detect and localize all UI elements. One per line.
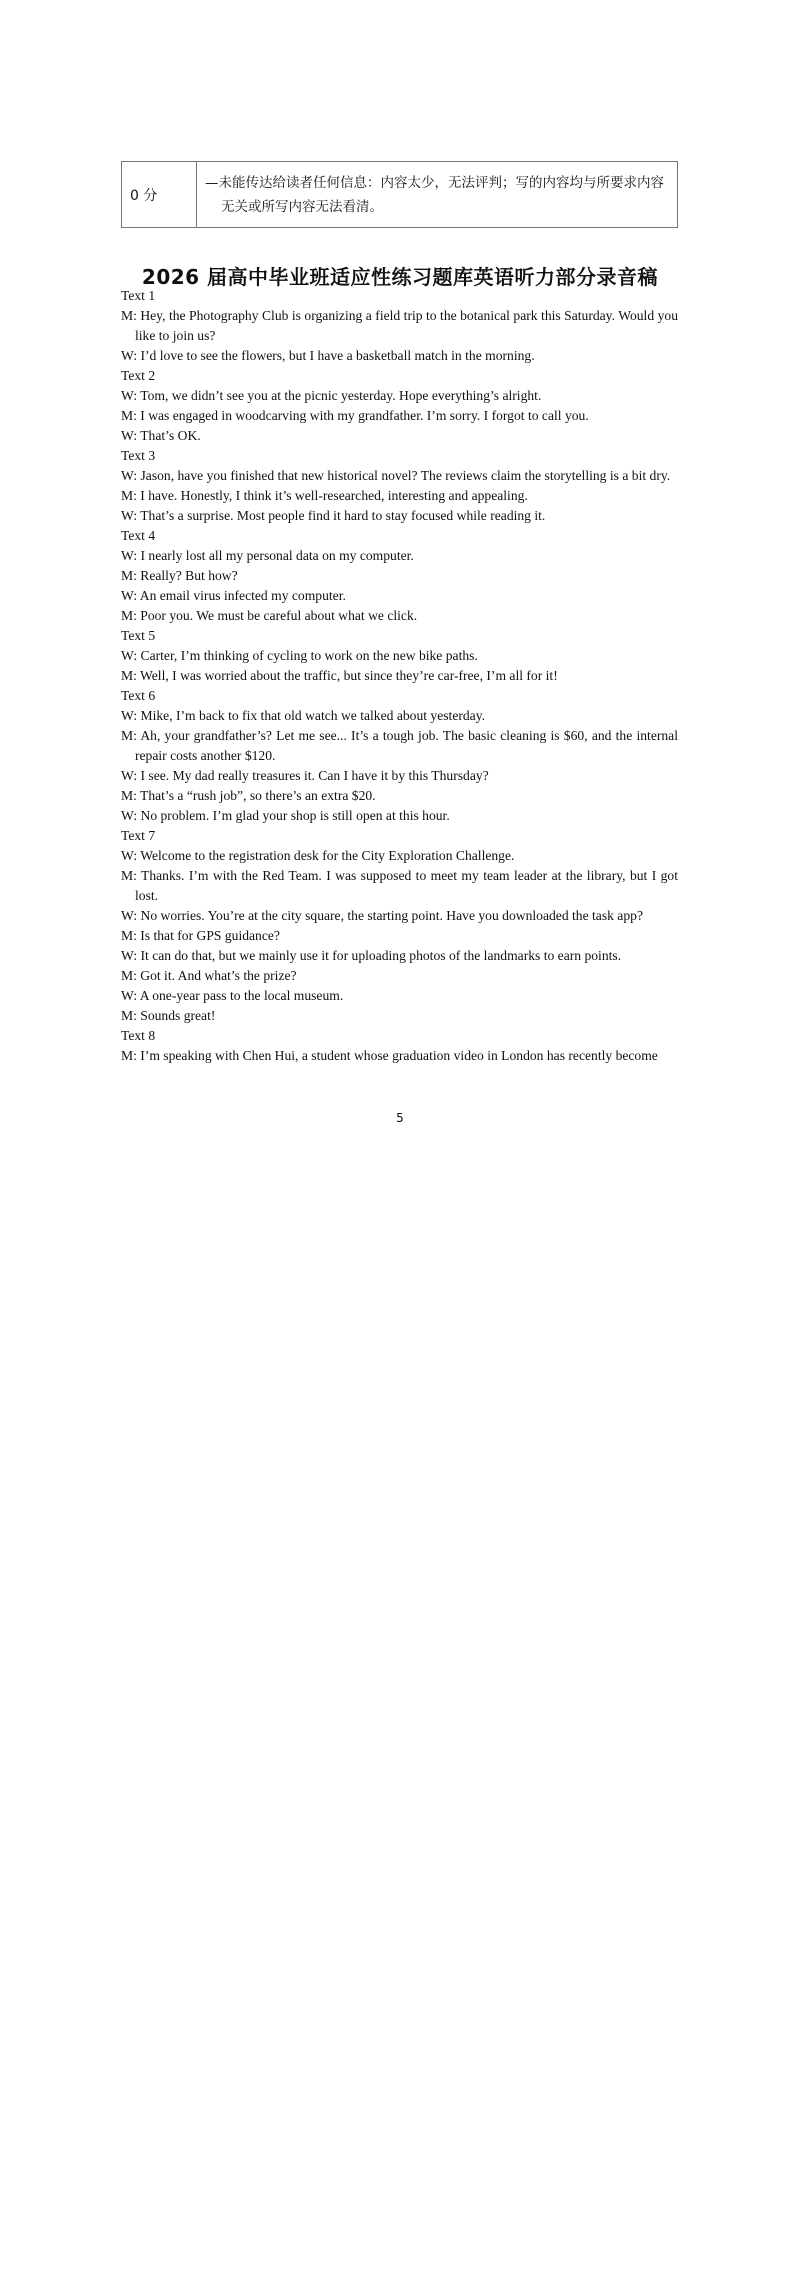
dialogue-line: W: Tom, we didn’t see you at the picnic yesterday. Hope everything’s alright. (121, 388, 542, 403)
dialogue-line: M: Got it. And what’s the prize? (121, 968, 297, 983)
score-description-line-1: —未能传达给读者任何信息：内容太少，无法评判；写的内容均与所要求内容 (205, 174, 664, 191)
dialogue-line: M: I have. Honestly, I think it’s well-researched, interesting and appealing. (121, 488, 528, 503)
dialogue-line: M: I’m speaking with Chen Hui, a student whose graduation video in London has recently become (121, 1048, 658, 1063)
dialogue-line: W: I’d love to see the flowers, but I have a basketball match in the morning. (121, 348, 535, 363)
dialogue-line: M: Really? But how? (121, 568, 238, 583)
score-cell: 0 分 (122, 162, 197, 228)
dialogue-line: W: I see. My dad really treasures it. Can I have it by this Thursday? (121, 768, 489, 783)
dialogue-line: M: Sounds great! (121, 1008, 216, 1023)
dialogue-line: M: Poor you. We must be careful about what we click. (121, 608, 418, 623)
dialogue-line: W: Jason, have you finished that new historical novel? The reviews claim the storytelling is a bit dry. (121, 468, 671, 483)
text-section-label: Text 5 (121, 628, 156, 643)
dialogue-line: W: I nearly lost all my personal data on my computer. (121, 548, 414, 563)
text-section-label: Text 1 (121, 288, 156, 303)
text-section-label: Text 6 (121, 688, 156, 703)
text-section-label: Text 3 (121, 448, 156, 463)
listening-transcript (121, 286, 678, 1066)
score-description-cell (197, 162, 678, 228)
dialogue-line: M: That’s a “rush job”, so there’s an extra $20. (121, 788, 376, 803)
dialogue-line: W: That’s a surprise. Most people find it hard to stay focused while reading it. (121, 508, 546, 523)
dialogue-line: M: Thanks. I’m with the Red Team. I was supposed to meet my team leader at the library, but I got lost. (121, 868, 678, 903)
dialogue-line: M: Ah, your grandfather’s? Let me see... It’s a tough job. The basic cleaning is $60, and the internal repair costs another $120. (121, 728, 678, 763)
dialogue-line: M: Is that for GPS guidance? (121, 928, 280, 943)
dialogue-line: W: That’s OK. (121, 428, 201, 443)
dialogue-line: M: I was engaged in woodcarving with my grandfather. I’m sorry. I forgot to call you. (121, 408, 589, 423)
dialogue-line: W: Welcome to the registration desk for the City Exploration Challenge. (121, 848, 515, 863)
score-description-line-2: 无关或所写内容无法看清。 (221, 198, 383, 215)
text-section-label: Text 4 (121, 528, 156, 543)
text-section-label: Text 7 (121, 828, 156, 843)
dialogue-line: W: Mike, I’m back to fix that old watch we talked about yesterday. (121, 708, 486, 723)
scoring-rubric-table (121, 161, 678, 228)
dialogue-line: W: It can do that, but we mainly use it for uploading photos of the landmarks to earn points. (121, 948, 622, 963)
text-section-label: Text 2 (121, 368, 156, 383)
dialogue-line: W: A one-year pass to the local museum. (121, 988, 344, 1003)
document-title: 2026 届高中毕业班适应性练习题库英语听力部分录音稿 (141, 265, 659, 289)
dialogue-line: M: Well, I was worried about the traffic, but since they’re car-free, I’m all for it! (121, 668, 558, 683)
dialogue-line: M: Hey, the Photography Club is organizing a field trip to the botanical park this Saturday. Would you like to join us? (121, 308, 678, 343)
rubric-row (122, 162, 678, 228)
dialogue-line: W: No problem. I’m glad your shop is still open at this hour. (121, 808, 450, 823)
text-section-label: Text 8 (121, 1028, 156, 1043)
page-number: 5 (396, 1111, 404, 1125)
dialogue-line: W: An email virus infected my computer. (121, 588, 346, 603)
dialogue-line: W: No worries. You’re at the city square, the starting point. Have you downloaded the task app? (121, 908, 643, 923)
dialogue-line: W: Carter, I’m thinking of cycling to work on the new bike paths. (121, 648, 478, 663)
